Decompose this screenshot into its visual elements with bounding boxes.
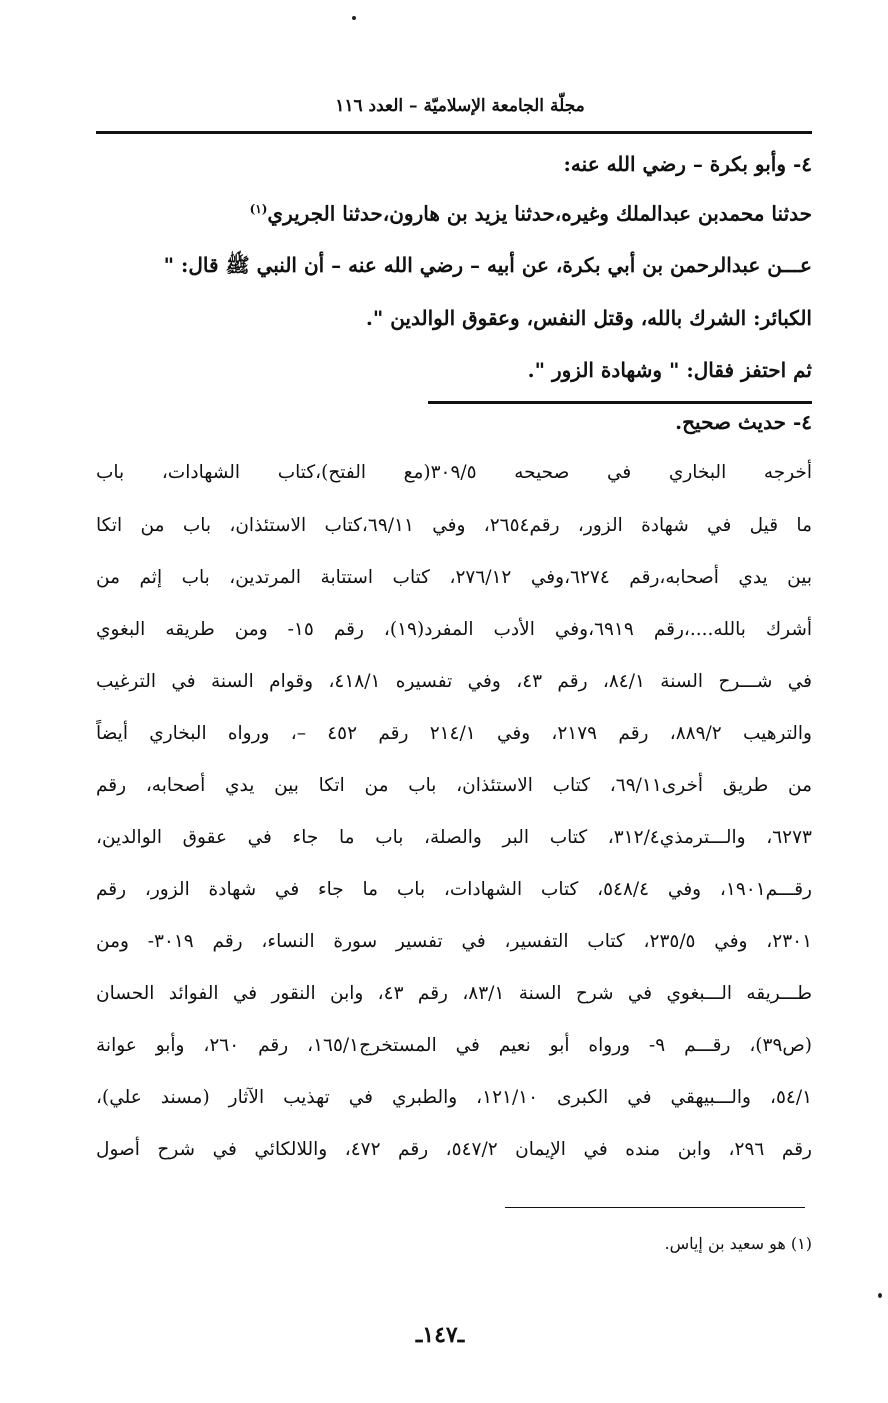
body-line: في شـــرح السنة ٨٤/١، رقم ٤٣، وفي تفسيره ٤١٨/١، وقوام السنة في الترغيب: [96, 671, 812, 692]
footnote: (١) هو سعيد بن إياس.: [664, 1234, 812, 1253]
body-line: بين يدي أصحابه،رقم ٦٢٧٤،وفي ٢٧٦/١٢، كتاب استتابة المرتدين، باب إثم من: [96, 567, 812, 588]
running-header: مجلّة الجامعة الإسلاميّة – العدد ١١٦: [335, 96, 585, 116]
body-line: (ص٣٩)، رقـــم ٩- ورواه أبو نعيم في المستخرج١٦٥/١، رقم ٢٦٠، وأبو عوانة: [96, 1035, 812, 1056]
body-line: أشرك بالله....،رقم ٦٩١٩،وفي الأدب المفرد(١٩)، رقم ١٥- ومن طريقه البغوي: [96, 619, 812, 640]
body-line: ما قيل في شهادة الزور، رقم٢٦٥٤، وفي ٦٩/١١،كتاب الاستئذان، باب من اتكا: [96, 515, 812, 536]
body-line: من طريق أخرى٦٩/١١، كتاب الاستئذان، باب من اتكا بين يدي أصحابه، رقم: [96, 775, 812, 796]
scan-speck: [352, 16, 356, 20]
isnad-line-2: عـــن عبدالرحمن بن أبي بكرة، عن أبيه – رضي الله عنه – أن النبي ﷺ قال: ": [163, 253, 812, 277]
body-line: رقم ٢٩٦، وابن منده في الإيمان ٥٤٧/٢، رقم ٤٧٢، واللالكائي في شرح أصول: [96, 1139, 812, 1160]
scan-speck: [878, 1293, 882, 1298]
verdict: ٤- حديث صحيح.: [675, 410, 812, 434]
body-line: والترهيب ٨٨٩/٢، رقم ٢١٧٩، وفي ٢١٤/١ رقم ٤٥٢ –، ورواه البخاري أيضاً: [96, 723, 812, 744]
isnad-text: حدثنا محمدبن عبدالملك وغيره،حدثنا يزيد بن هارون،حدثنا الجريري: [267, 201, 812, 226]
isnad-line-1: [96, 203, 812, 224]
header-rule: [96, 131, 812, 134]
isnad-line-4: ثم احتفز فقال: " وشهادة الزور ".: [527, 358, 812, 382]
page-number: ـ١٤٧ـ: [415, 1322, 465, 1348]
footnote-reference: (١): [249, 202, 268, 216]
section-title: ٤- وأبو بكرة – رضي الله عنه:: [563, 152, 812, 176]
body-line: ٦٢٧٣، والـــترمذي٣١٢/٤، كتاب البر والصلة، باب ما جاء في عقوق الوالدين،: [96, 827, 812, 848]
body-line: رقـــم١٩٠١، وفي ٥٤٨/٤، كتاب الشهادات، باب ما جاء في شهادة الزور، رقم: [96, 879, 812, 900]
body-line: ٢٣٠١، وفي ٢٣٥/٥، كتاب التفسير، في تفسير سورة النساء، رقم ٣٠١٩- ومن: [96, 931, 813, 952]
isnad-line-3: الكبائر: الشرك بالله، وقتل النفس، وعقوق الوالدين ".: [365, 306, 812, 330]
body-line: طـــريقه الـــبغوي في شرح السنة ٨٣/١، رقم ٤٣، وابن النقور في الفوائد الحسان: [96, 983, 812, 1004]
footnote-rule: [505, 1207, 805, 1208]
body-line: ٥٤/١، والـــبيهقي في الكبرى ١٢١/١٠، والطبري في تهذيب الآثار (مسند علي)،: [96, 1087, 813, 1108]
separator-rule: [428, 401, 812, 404]
body-line: أخرجه البخاري في صحيحه ٣٠٩/٥(مع الفتح)،كتاب الشهادات، باب: [96, 462, 812, 483]
